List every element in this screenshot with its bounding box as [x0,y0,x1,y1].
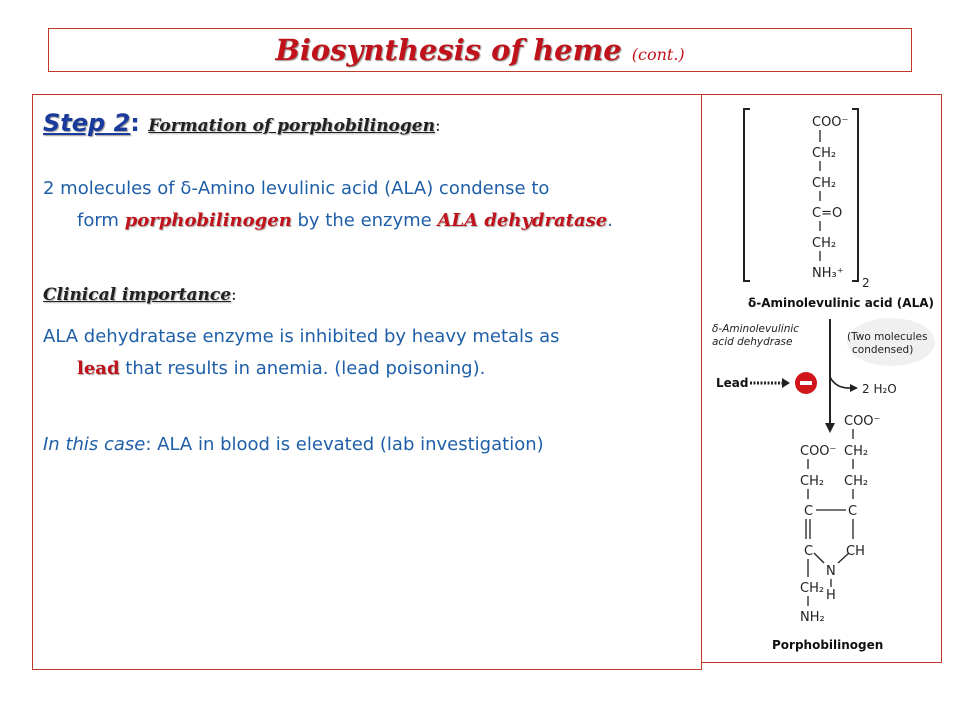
ala-line-1: COO⁻ [812,115,849,130]
heme-pathway-figure [701,94,942,663]
right-bracket [852,109,858,281]
svg-text:H: H [826,588,836,603]
svg-text:C: C [804,504,814,519]
ala-line-4: C=O [812,206,843,221]
step-title: Formation of porphobilinogen [148,116,435,136]
clinical-heading: Clinical importance: [43,285,237,305]
porphobilinogen-diagram [702,95,941,662]
term-ala-dehydratase: ALA dehydratase [437,210,608,231]
ala-line-2: CH₂ [812,146,837,161]
svg-text:COO⁻: COO⁻ [800,444,837,459]
title-box [48,28,912,72]
paragraph-this-case: In this case: ALA in blood is elevated (lab investigation) [43,434,544,455]
ala-line-5: CH₂ [812,236,837,251]
note-line-2: condensed) [852,344,914,356]
left-bracket [744,109,750,281]
slide-title: Biosynthesis of heme [275,33,622,67]
svg-text:CH₂: CH₂ [800,474,825,489]
ala-line-6: NH₃⁺ [812,266,844,281]
step-heading: Step 2: Formation of porphobilinogen: [43,109,441,137]
delta-symbol: δ [180,178,192,199]
svg-text:CH: CH [846,544,865,559]
svg-text:C: C [848,504,858,519]
ala-name: δ-Aminolevulinic acid (ALA) [748,296,934,310]
svg-text:CH₂: CH₂ [844,474,869,489]
clinical-label: Clinical importance [43,285,232,305]
step-label: Step 2 [43,109,131,137]
svg-text:NH₂: NH₂ [800,610,825,625]
term-porphobilinogen: porphobilinogen [124,210,292,231]
ala-multiplier: 2 [862,276,870,290]
product-name: Porphobilinogen [772,638,884,652]
note-line-1: (Two molecules [847,331,928,343]
lead-arrowhead [782,378,790,388]
ala-line-3: CH₂ [812,176,837,191]
pbg-structure [800,414,880,625]
svg-text:C: C [804,544,814,559]
lead-label: Lead [716,376,749,390]
content-box [32,94,702,670]
svg-text:CH₂: CH₂ [844,444,869,459]
svg-text:N: N [826,564,836,579]
paragraph-condensation: 2 molecules of δ-Amino levulinic acid (ALA) condense to form porphobilinogen by the enzyme ALA dehydratase. [43,178,613,231]
term-lead: lead [77,358,120,379]
svg-text:CH₂: CH₂ [800,581,825,596]
svg-text:COO⁻: COO⁻ [844,414,881,429]
water-label: 2 H₂O [862,382,897,396]
slide-title-sub: (cont.) [631,44,685,64]
enzyme-line-2: acid dehydrase [712,336,793,348]
enzyme-line-1: δ-Aminolevulinic [712,323,800,335]
paragraph-inhibition: ALA dehydratase enzyme is inhibited by heavy metals as lead that results in anemia. (lead poisoning). [43,326,560,379]
